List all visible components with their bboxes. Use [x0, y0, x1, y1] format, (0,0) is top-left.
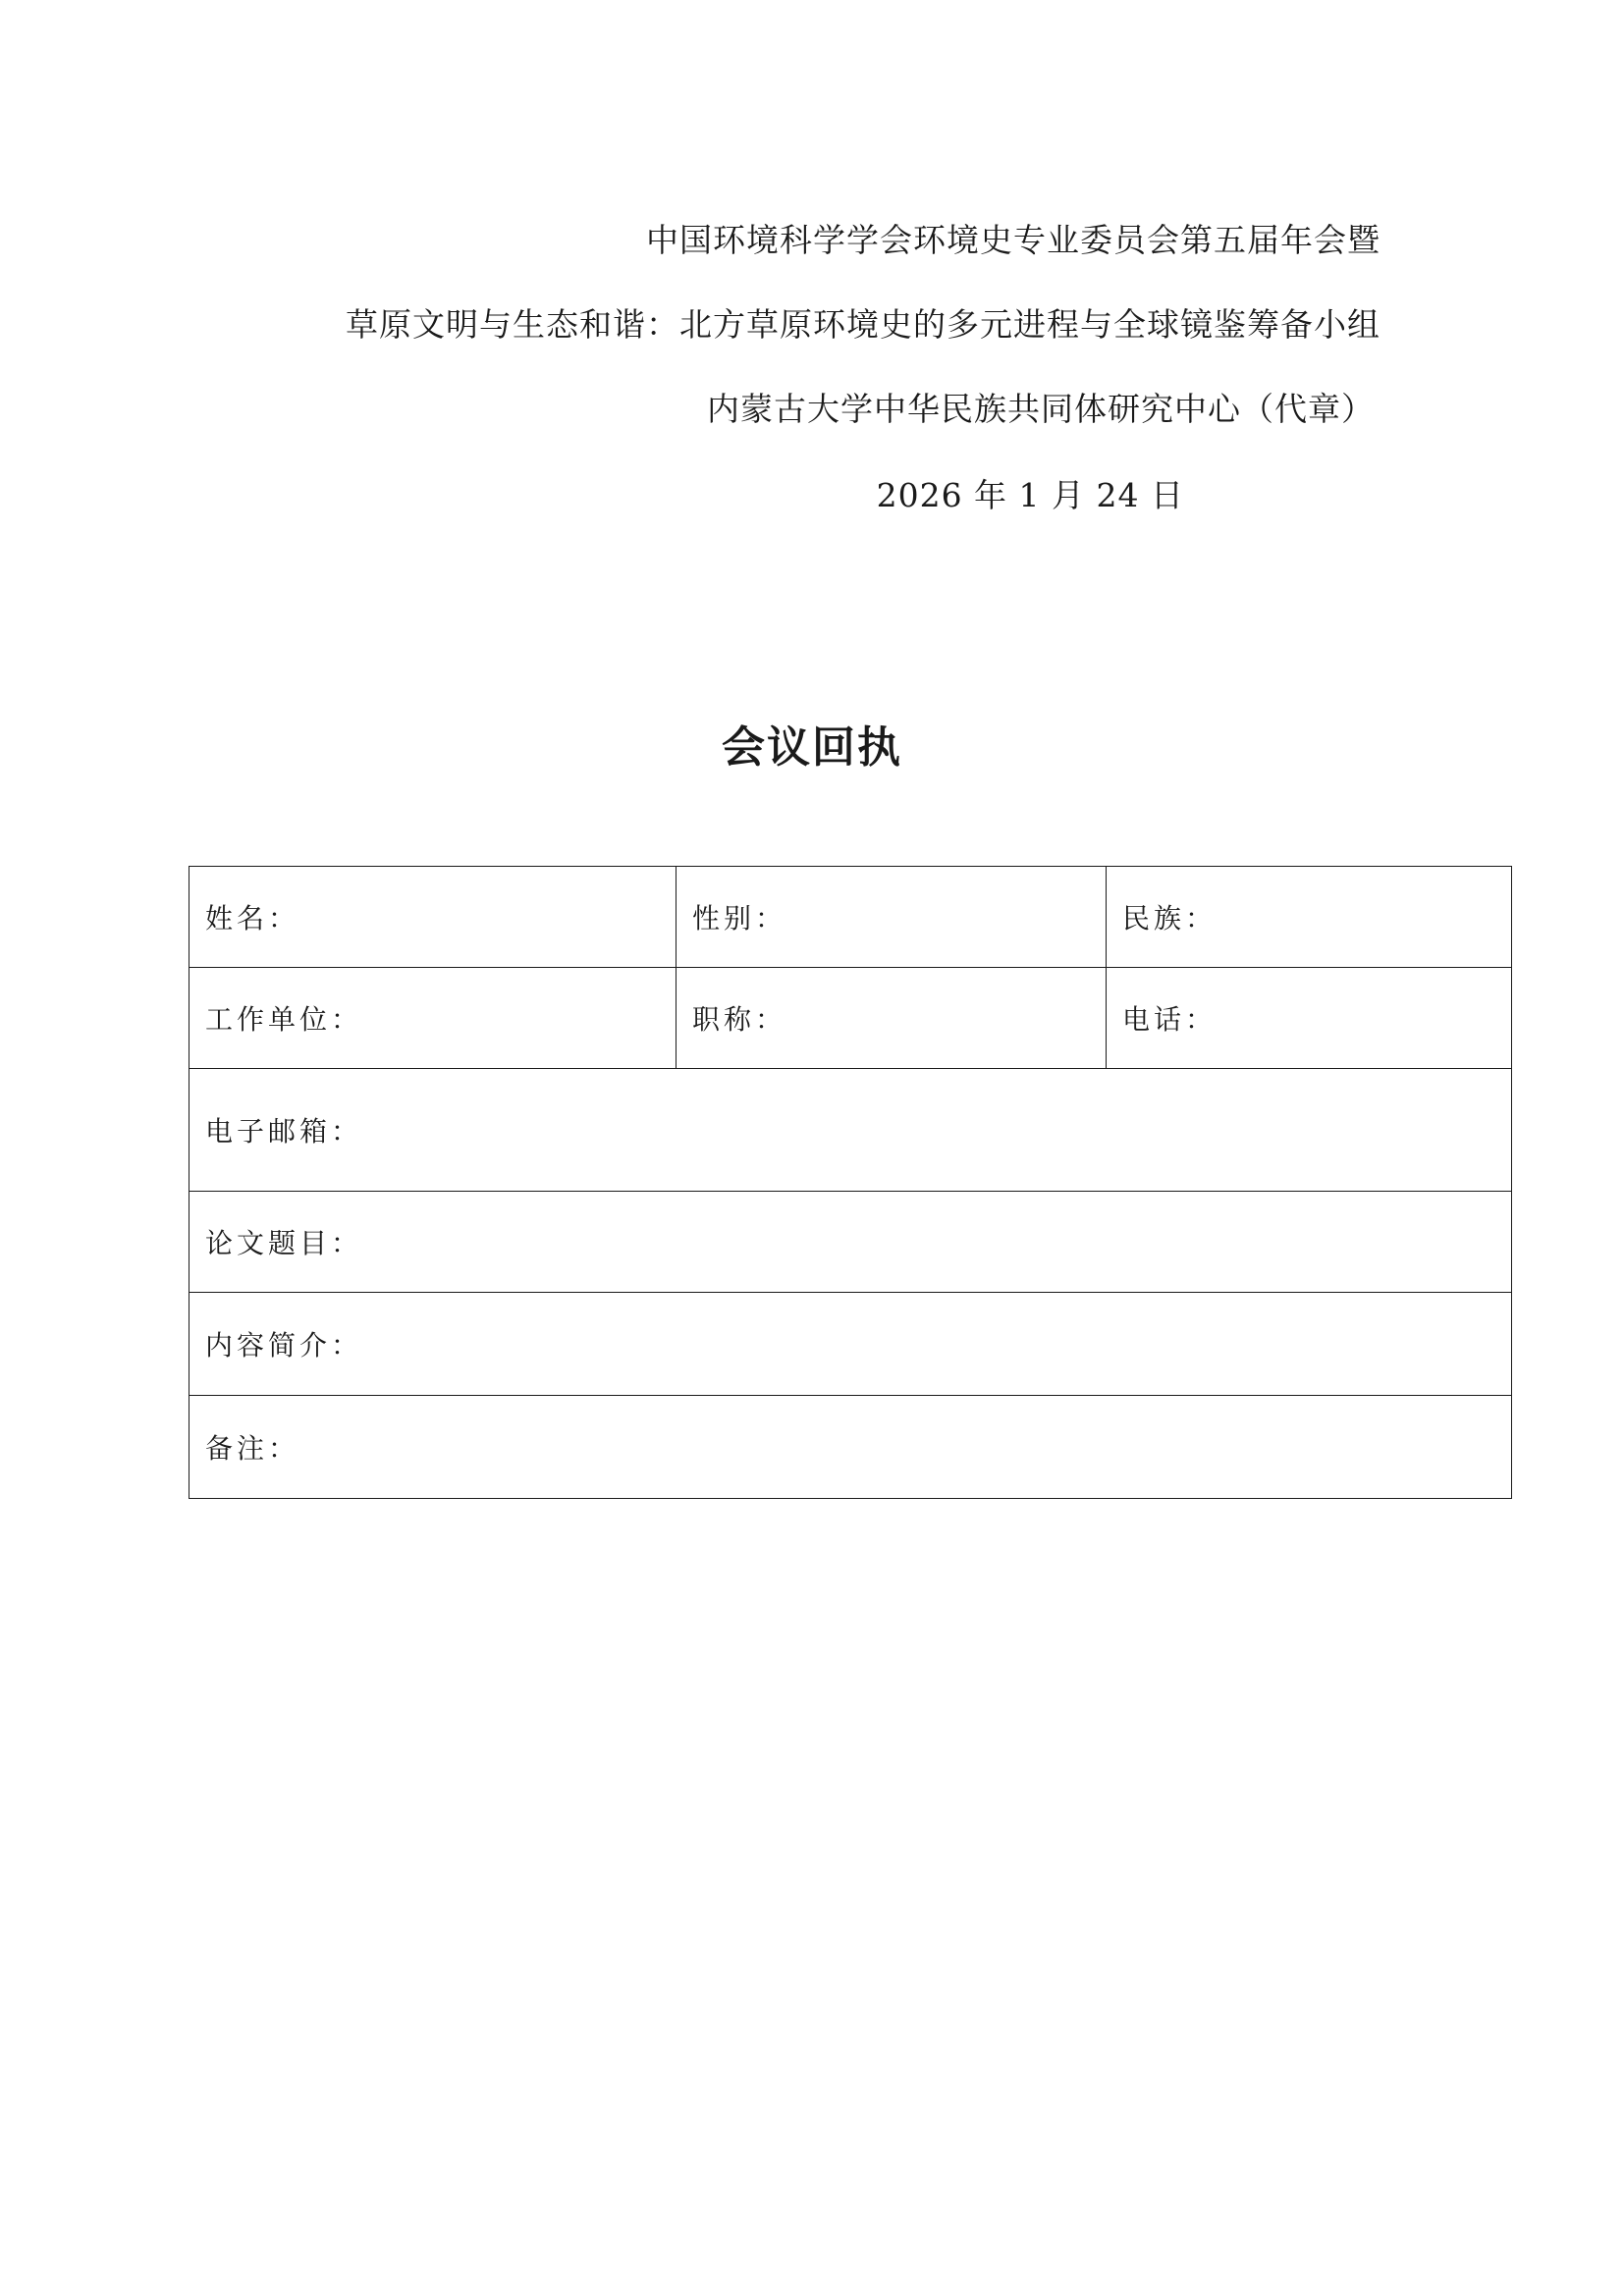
form-title: 会议回执	[722, 722, 902, 773]
organizer-line-2: 草原文明与生态和谐：北方草原环境史的多元进程与全球镜鉴筹备小组	[346, 305, 1380, 344]
table-row	[189, 1069, 1512, 1192]
job-title-field[interactable]: 职称：	[677, 968, 1107, 1069]
email-field[interactable]: 电子邮箱：	[189, 1069, 1512, 1192]
abstract-field[interactable]: 内容简介：	[189, 1293, 1512, 1396]
organizer-line-1: 中国环境科学学会环境史专业委员会第五届年会暨	[646, 221, 1380, 259]
receipt-form-table	[189, 866, 1512, 1499]
phone-field[interactable]: 电话：	[1107, 968, 1512, 1069]
ethnicity-field[interactable]: 民族：	[1107, 867, 1512, 968]
work-unit-field[interactable]: 工作单位：	[189, 968, 677, 1069]
table-row	[189, 1396, 1512, 1499]
name-field[interactable]: 姓名：	[189, 867, 677, 968]
table-row	[189, 1192, 1512, 1293]
table-row	[189, 1293, 1512, 1396]
table-row	[189, 867, 1512, 968]
issue-date: 2026 年 1 月 24 日	[876, 476, 1184, 514]
table-row	[189, 968, 1512, 1069]
gender-field[interactable]: 性别：	[677, 867, 1107, 968]
paper-title-field[interactable]: 论文题目：	[189, 1192, 1512, 1293]
remarks-field[interactable]: 备注：	[189, 1396, 1512, 1499]
organizer-line-3: 内蒙古大学中华民族共同体研究中心（代章）	[707, 390, 1375, 428]
